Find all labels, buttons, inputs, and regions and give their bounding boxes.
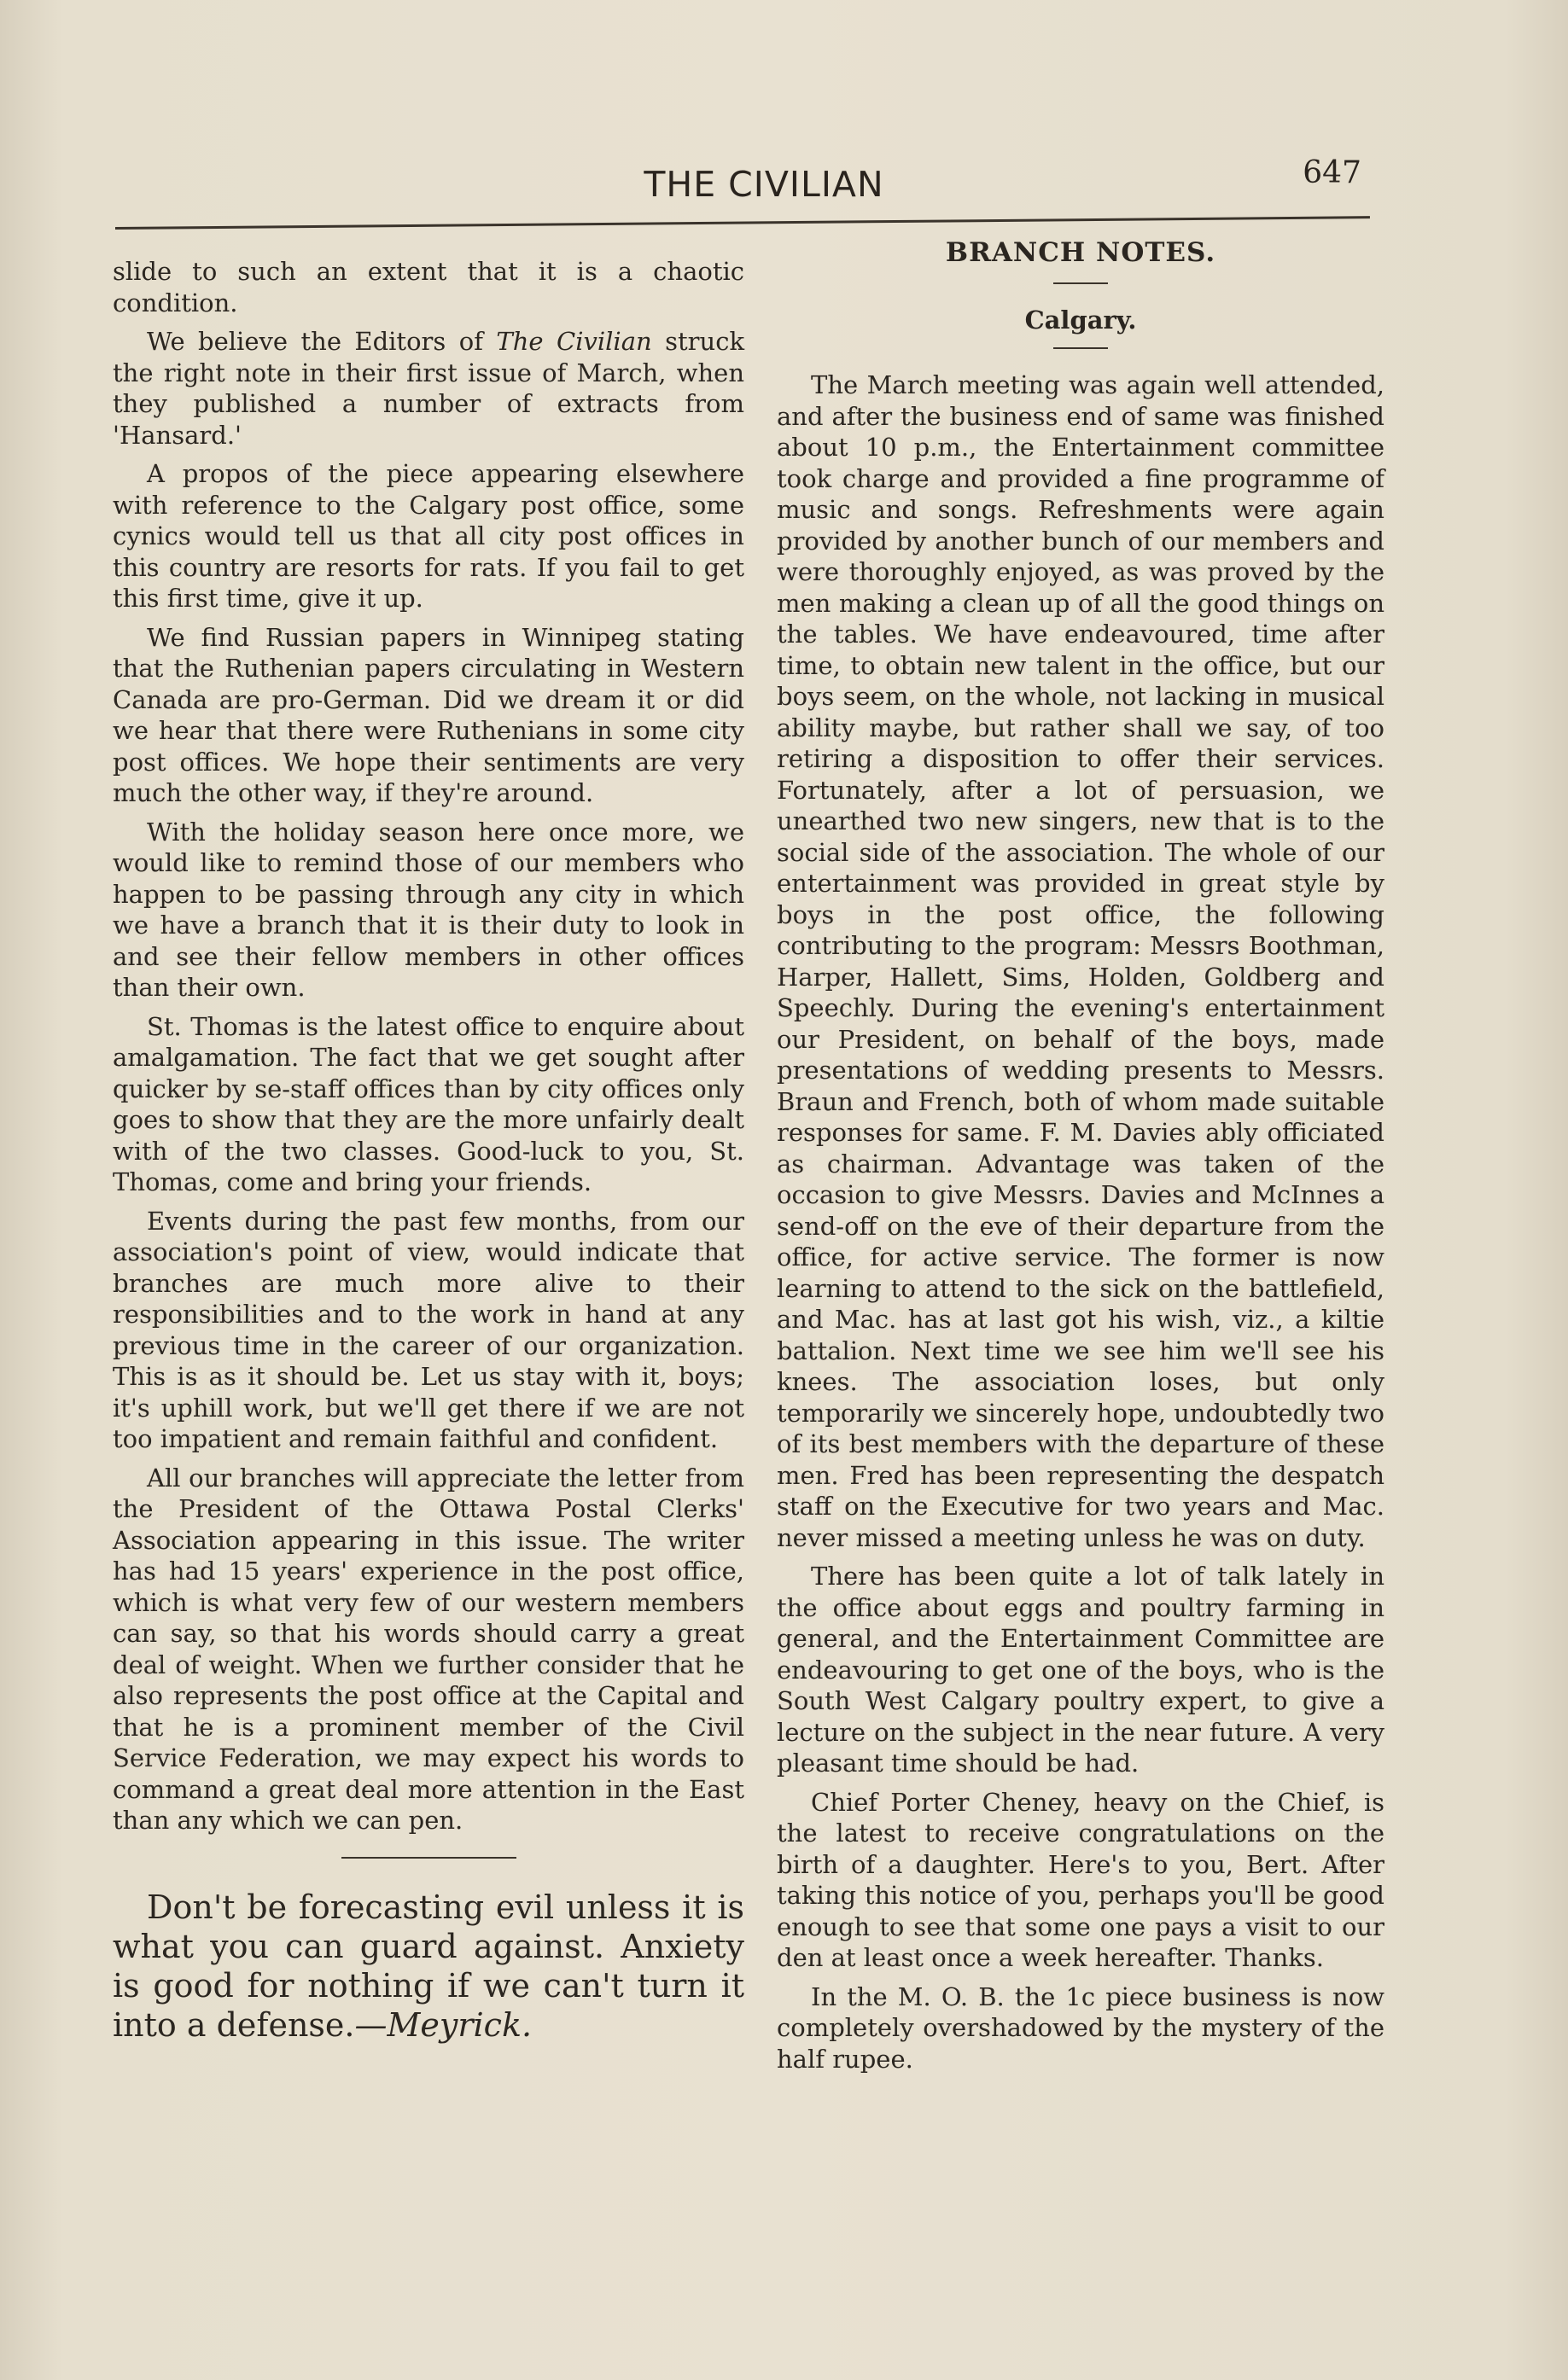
closing-quote (113, 1888, 744, 2045)
quote-text: Don't be forecasting evil unless it is what you can guard against. Anxiety is good for nothing if we can't turn it into a defense. (113, 1888, 744, 2044)
page-number: 647 (1303, 155, 1361, 190)
running-title: THE CIVILIAN (644, 164, 884, 205)
paragraph-st-thomas: St. Thomas is the latest office to enquire about amalgamation. The fact that we get sought after quicker by se-staff offices than by city offices only goes to show that they are the more unfairly dealt with of the two classes. Good-luck to you, St. Thomas, come and bring your friends. (113, 1011, 744, 1196)
paragraph-continuation: slide to such an extent that it is a chaotic condition. (113, 257, 744, 317)
paragraph-march-meeting: The March meeting was again well attended, and after the business end of same was finished about 10 p.m., the Entertainment committee took charge and provided a fine programme of music and songs. Refreshments were again provided by another bunch of our members and were thoroughly enjoyed, as was proved by the men making a clean up of all the good things on the tables. We have endeavoured, time after time, to obtain new talent in the office, but our boys seem, on the whole, not lacking in musical ability maybe, but rather shall we say, of too retiring a disposition to offer their services. Fortunately, after a lot of persuasion, we unearthed two new singers, new that is to the social side of the association. The whole of our entertainment was provided in great style by boys in the post office, the following contributing to the program: Messrs Boothman, Harper, Hallett, Sims, Holden, Goldberg and Speechly. During the evening's entertainment our President, on behalf of the boys, made presentations of wedding presents to Messrs. Braun and French, both of whom made suitable responses for same. F. M. Davies ably officiated as chairman. Advantage was taken of the occasion to give Messrs. Davies and McInnes a send-off on the eve of their departure from the office, for active service. The former is now learning to attend to the sick on the battlefield, and Mac. has at last got his wish, viz., a kiltie battalion. Next time we see him we'll see his knees. The association loses, but only temporarily we sincerely hope, undoubtedly two of its best members with the departure of these men. Fred has been representing the despatch staff on the Executive for two years and Mac. never missed a meeting unless he was on duty. (777, 370, 1384, 1552)
paragraph-events: Events during the past few months, from our association's point of view, would indicate that branches are much more alive to their responsibilities and to the work in hand at any previous time in the career of our organization. This is as it should be. Let us stay with it, boys; it's uphill work, but we'll get there if we are not too impatient and remain faithful and confident. (113, 1206, 744, 1453)
paragraph-editors (113, 326, 744, 451)
subsection-rule (1053, 347, 1108, 349)
column-divider-rule (341, 1857, 516, 1859)
paragraph-ruthenian-papers: We find Russian papers in Winnipeg stating that the Ruthenian papers circulating in Western Canada are pro-German. Did we dream it or did we hear that there were Ruthenians in some city post offices. We hope their sentiments are very much the other way, if they're around. (113, 622, 744, 807)
right-column (777, 237, 1384, 2082)
header-rule (115, 216, 1370, 230)
paragraph-editors-before: We believe the Editors of (147, 327, 497, 356)
quote-attribution: —Meyrick. (354, 2005, 533, 2044)
subsection-title: Calgary. (1024, 305, 1137, 335)
section-rule (1053, 282, 1108, 284)
paragraph-calgary-post-office: A propos of the piece appearing elsewhere with reference to the Calgary post office, some cynics would tell us that all city post offices in this country are resorts for rats. If you fail to get this first time, give it up. (113, 459, 744, 613)
paragraph-poultry: There has been quite a lot of talk lately in the office about eggs and poultry farming in general, and the Entertainment Committee are endeavouring to get one of the boys, who is the South West Calgary poultry expert, to give a lecture on the subject in the near future. A very pleasant time should be had. (777, 1562, 1384, 1778)
publication-title: The Civilian (496, 327, 652, 356)
paragraph-editors-after: struck the right note in their first issue of March, when they published a number of extracts from 'Hansard.' (113, 327, 745, 450)
left-column (113, 256, 744, 2052)
paragraph-cheney: Chief Porter Cheney, heavy on the Chief, is the latest to receive congratulations on the birth of a daughter. Here's to you, Bert. After taking this notice of you, perhaps you'll be good enough to see that some one pays a visit to our den at least once a week hereafter. Thanks. (777, 1787, 1384, 1972)
section-title: BRANCH NOTES. (945, 237, 1216, 268)
paragraph-mob: In the M. O. B. the 1c piece business is now completely overshadowed by the mystery of the half rupee. (777, 1981, 1384, 2074)
page-header (115, 155, 1370, 232)
paragraph-holiday-season: With the holiday season here once more, we would like to remind those of our members who happen to be passing through any city in which we have a branch that it is their duty to look in and see their fellow members in other offices than their own. (113, 817, 744, 1002)
paragraph-ottawa-letter: All our branches will appreciate the letter from the President of the Ottawa Postal Clerks' Association appearing in this issue. The writer has had 15 years' experience in the post office, which is what very few of our western members can say, so that his words should carry a great deal of weight. When we further consider that he also represents the post office at the Capital and that he is a prominent member of the Civil Service Federation, we may expect his words to command a great deal more attention in the East than any which we can pen. (113, 1463, 744, 1835)
